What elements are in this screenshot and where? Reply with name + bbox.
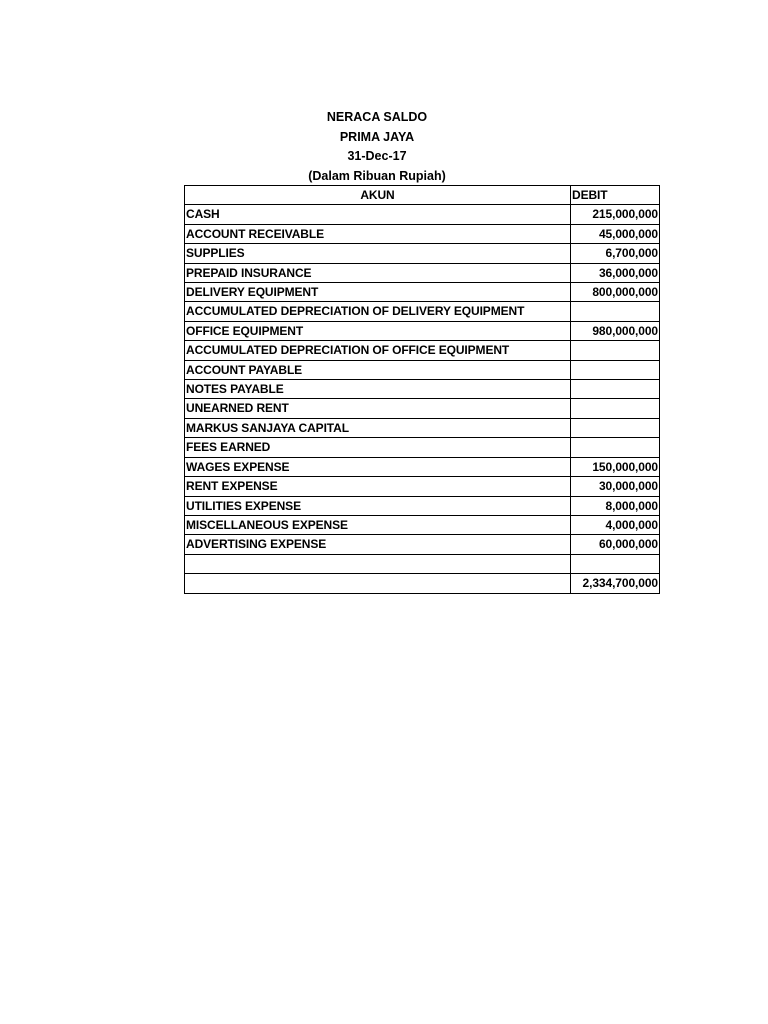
account-name-cell: ACCOUNT RECEIVABLE — [185, 224, 571, 243]
debit-amount-cell: 45,000,000 — [571, 224, 660, 243]
table-row — [185, 496, 660, 515]
table-row — [185, 554, 660, 573]
table-body — [185, 205, 660, 593]
debit-amount-cell — [571, 554, 660, 573]
unit-note: (Dalam Ribuan Rupiah) — [308, 168, 446, 183]
account-name-cell: UNEARNED RENT — [185, 399, 571, 418]
account-name-cell: MARKUS SANJAYA CAPITAL — [185, 418, 571, 437]
table-row — [185, 535, 660, 554]
account-name-cell — [185, 554, 571, 573]
table-row — [185, 302, 660, 321]
debit-amount-cell — [571, 438, 660, 457]
account-name-cell: DELIVERY EQUIPMENT — [185, 283, 571, 302]
table-row — [185, 283, 660, 302]
account-name-cell: RENT EXPENSE — [185, 477, 571, 496]
table-row — [185, 360, 660, 379]
debit-amount-cell: 980,000,000 — [571, 321, 660, 340]
table-header-row — [185, 186, 660, 205]
table-row — [185, 263, 660, 282]
report-title: NERACA SALDO — [326, 110, 428, 124]
account-name-cell: ADVERTISING EXPENSE — [185, 535, 571, 554]
debit-amount-cell: 6,700,000 — [571, 244, 660, 263]
account-name-cell: SUPPLIES — [185, 244, 571, 263]
account-name-cell: ACCUMULATED DEPRECIATION OF OFFICE EQUIPMENT — [185, 341, 571, 360]
table-row — [185, 321, 660, 340]
account-name-cell: NOTES PAYABLE — [185, 380, 571, 399]
column-header-debit: DEBIT — [571, 186, 660, 205]
table-row — [185, 574, 660, 593]
table-row — [185, 418, 660, 437]
table-row — [185, 399, 660, 418]
table-row — [185, 380, 660, 399]
account-name-cell: ACCUMULATED DEPRECIATION OF DELIVERY EQUIPMENT — [185, 302, 571, 321]
report-date: 31-Dec-17 — [347, 149, 407, 164]
debit-amount-cell — [571, 418, 660, 437]
table-row — [185, 205, 660, 224]
debit-amount-cell: 36,000,000 — [571, 263, 660, 282]
table-row — [185, 244, 660, 263]
table-row — [185, 438, 660, 457]
account-name-cell: PREPAID INSURANCE — [185, 263, 571, 282]
table-row — [185, 515, 660, 534]
account-name-cell: FEES EARNED — [185, 438, 571, 457]
table-row — [185, 457, 660, 476]
debit-amount-cell: 30,000,000 — [571, 477, 660, 496]
account-name-cell: ACCOUNT PAYABLE — [185, 360, 571, 379]
company-name: PRIMA JAYA — [339, 129, 415, 144]
debit-amount-cell: 215,000,000 — [571, 205, 660, 224]
debit-amount-cell — [571, 360, 660, 379]
debit-amount-cell — [571, 341, 660, 360]
table-row — [185, 224, 660, 243]
table-row — [185, 341, 660, 360]
debit-amount-cell: 60,000,000 — [571, 535, 660, 554]
debit-amount-cell: 8,000,000 — [571, 496, 660, 515]
debit-amount-cell — [571, 380, 660, 399]
account-name-cell: WAGES EXPENSE — [185, 457, 571, 476]
account-name-cell: MISCELLANEOUS EXPENSE — [185, 515, 571, 534]
debit-amount-cell — [571, 399, 660, 418]
report-header — [184, 108, 570, 186]
column-header-akun: AKUN — [185, 186, 571, 205]
debit-amount-cell: 4,000,000 — [571, 515, 660, 534]
account-name-cell: OFFICE EQUIPMENT — [185, 321, 571, 340]
table-row — [185, 477, 660, 496]
account-name-cell: CASH — [185, 205, 571, 224]
debit-amount-cell — [571, 302, 660, 321]
debit-amount-cell: 150,000,000 — [571, 457, 660, 476]
debit-amount-cell: 800,000,000 — [571, 283, 660, 302]
trial-balance-table — [184, 185, 660, 594]
account-name-cell: UTILITIES EXPENSE — [185, 496, 571, 515]
debit-amount-cell: 2,334,700,000 — [571, 574, 660, 593]
account-name-cell — [185, 574, 571, 593]
